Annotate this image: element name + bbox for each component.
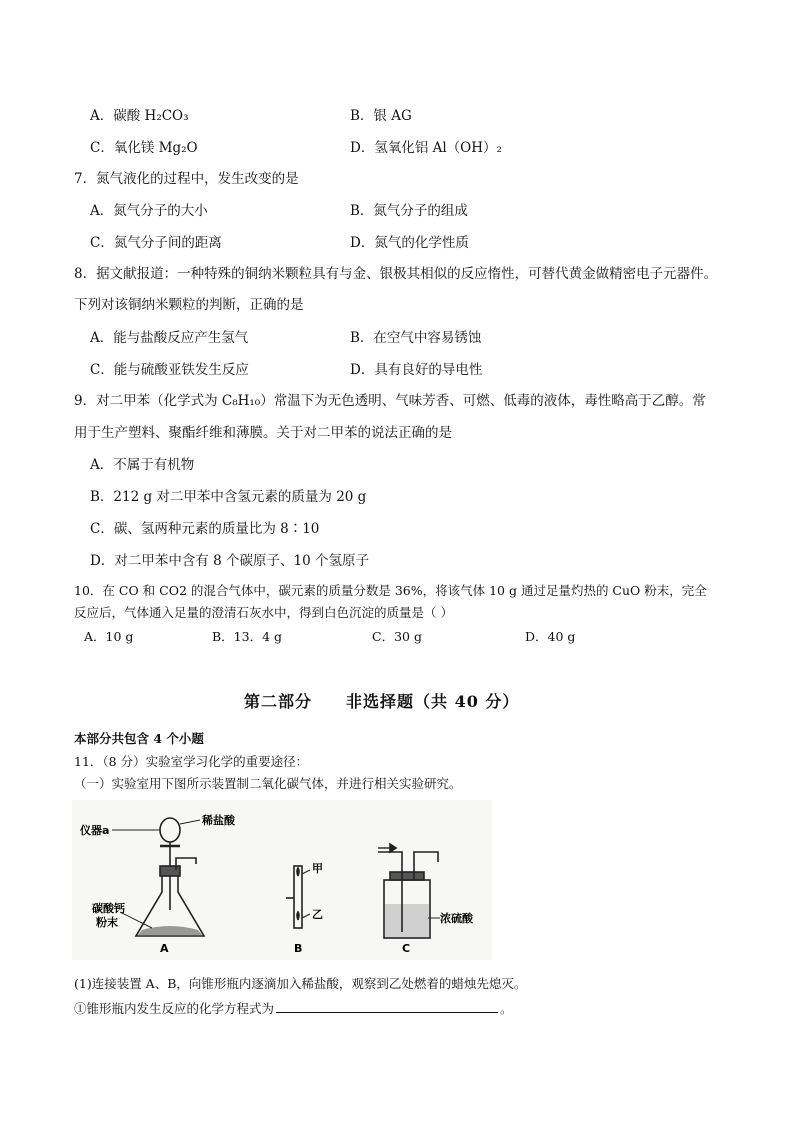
- q11-stem: 11．（8 分）实验室学习化学的重要途径：: [74, 754, 309, 769]
- bottle-stopper: [390, 872, 424, 880]
- q7-option-b: B．氮气分子的组成: [350, 203, 468, 219]
- q8-option-a: A．能与盐酸反应产生氢气: [90, 330, 249, 346]
- q10-stem-line1: 10．在 CO 和 CO2 的混合气体中，碳元素的质量分数是 36%，将该气体 10 g 通过足量灼热的 CuO 粉末，完全: [74, 583, 707, 598]
- label-instrument: 仪器a: [80, 824, 110, 837]
- q9-option-a: A．不属于有机物: [90, 457, 195, 473]
- q7-option-d: D．氮气的化学性质: [350, 235, 469, 251]
- q10-option-b: B．13．4 g: [212, 629, 283, 644]
- label-acid: 稀盐酸: [202, 814, 235, 827]
- part2-note: 本部分共包含 4 个小题: [74, 731, 204, 746]
- q10-option-a: A．10 g: [84, 629, 134, 644]
- q7-option-a: A．氮气分子的大小: [90, 203, 208, 219]
- q11-sub1: （一）实验室用下图所示装置制二氧化碳气体，并进行相关实验研究。: [74, 776, 462, 791]
- label-yi: 乙: [312, 908, 323, 921]
- q9-option-d: D．对二甲苯中含有 8 个碳原子、10 个氢原子: [90, 553, 369, 569]
- part2-title: 第二部分 非选择题（共 40 分）: [244, 692, 520, 711]
- q8-stem-line1: 8．据文献报道：一种特殊的铜纳米颗粒具有与金、银极其相似的反应惰性，可替代黄金做精密电子元器件。: [74, 266, 718, 282]
- q6-option-a: A．碳酸 H₂CO₃: [90, 108, 189, 124]
- sulfuric-acid-liquid: [385, 904, 429, 937]
- q6-option-b: B．银 AG: [350, 108, 412, 124]
- q10-option-c: C．30 g: [372, 629, 422, 644]
- flask-stopper: [160, 866, 180, 876]
- q11-part2-suffix: 。: [500, 1001, 513, 1016]
- label-powder-2: 粉末: [96, 916, 118, 929]
- q9-stem-line1: 9．对二甲苯（化学式为 C₈H₁₀）常温下为无色透明、气味芳香、可燃、低毒的液体，毒性略高于乙醇。常: [74, 393, 706, 409]
- q10-stem-line2: 反应后，气体通入足量的澄清石灰水中，得到白色沉淀的质量是（ ）: [74, 605, 453, 620]
- label-c: C: [402, 942, 411, 955]
- q8-option-b: B．在空气中容易锈蚀: [350, 330, 482, 346]
- candle-flame-jia: [297, 868, 299, 876]
- label-conc: 浓硫酸: [440, 912, 473, 925]
- q7-option-c: C．氮气分子间的距离: [90, 235, 222, 251]
- q11-part1: (1)连接装置 A、B，向锥形瓶内逐滴加入稀盐酸，观察到乙处燃着的蜡烛先熄灭。: [74, 976, 527, 991]
- q9-option-b: B．212 g 对二甲苯中含氢元素的质量为 20 g: [90, 489, 367, 505]
- q8-option-d: D．具有良好的导电性: [350, 362, 483, 378]
- q7-stem: 7．氮气液化的过程中，发生改变的是: [74, 171, 299, 187]
- q10-option-d: D．40 g: [525, 629, 576, 644]
- q9-option-c: C．碳、氢两种元素的质量比为 8∶10: [90, 521, 320, 537]
- q8-option-c: C．能与硫酸亚铁发生反应: [90, 362, 249, 378]
- label-jia: 甲: [312, 862, 323, 875]
- q6-option-c: C．氧化镁 Mg₂O: [90, 140, 198, 156]
- label-powder-1: 碳酸钙: [92, 902, 125, 915]
- apparatus-figure: [72, 800, 492, 960]
- q9-stem-line2: 用于生产塑料、聚酯纤维和薄膜。关于对二甲苯的说法正确的是: [74, 425, 452, 441]
- label-a: A: [160, 942, 169, 955]
- q6-option-d: D．氢氧化铝 Al（OH）₂: [350, 140, 502, 156]
- q11-part2-line: [74, 998, 513, 1017]
- label-b: B: [294, 942, 303, 955]
- q8-stem-line2: 下列对该铜纳米颗粒的判断，正确的是: [74, 297, 304, 313]
- candle-flame-yi: [297, 912, 299, 920]
- q11-part2-prefix: ①锥形瓶内发生反应的化学方程式为: [74, 1001, 275, 1016]
- answer-blank[interactable]: [276, 998, 498, 1013]
